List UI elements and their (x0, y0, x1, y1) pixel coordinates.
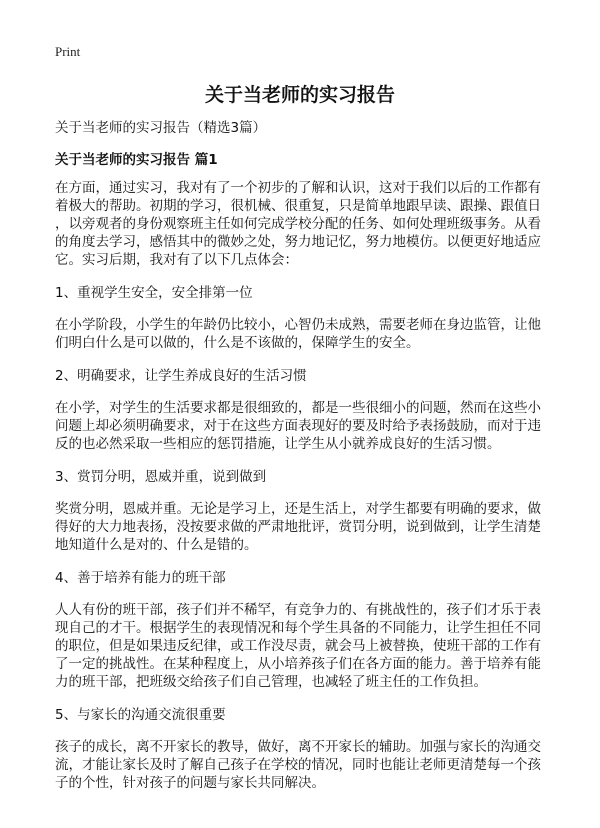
section-item-title: 1、重视学生安全，安全排第一位 (55, 285, 253, 301)
paragraph-line: 的角度去学习，感悟其中的微妙之处，努力地记忆，努力地模仿。以便更好地适应 (55, 234, 541, 250)
section-paragraph (55, 316, 555, 352)
paragraph-line: 得好的大力地表扬，没按要求做的严肃地批评，赏罚分明，说到做到，让学生清楚 (55, 519, 541, 535)
paragraph-line: 了一定的挑战性。在某种程度上，从小培养孩子们在各方面的能力。善于培养有能 (55, 656, 541, 672)
paragraph-line: 问题上却必须明确要求，对于在这些方面表现好的要及时给予表扬鼓励，而对于违 (55, 418, 541, 434)
section-paragraph (55, 601, 555, 691)
subtitle: 关于当老师的实习报告（精选3篇） (55, 120, 267, 136)
paragraph-line: 它。实习后期，我对有了以下几点体会： (55, 252, 298, 268)
paragraph-line: 在方面，通过实习，我对有了一个初步的了解和认识，这对于我们以后的工作都有 (55, 180, 541, 196)
paragraph-line: ，以旁观者的身份观察班主任如何完成学校分配的任务、如何处理班级事务。从看 (55, 216, 541, 232)
paragraph-line: 现自己的才干。根据学生的表现情况和每个学生具备的不同能力，让学生担任不同 (55, 620, 541, 636)
section-paragraph (55, 500, 555, 554)
paragraph-line: 的职位，但是如果违反纪律，或工作没尽责，就会马上被替换，使班干部的工作有 (55, 638, 541, 654)
paragraph-line: 人人有份的班干部，孩子们并不稀罕，有竞争力的、有挑战性的，孩子们才乐于表 (55, 602, 541, 618)
page-title: 关于当老师的实习报告 (204, 84, 395, 106)
paragraph-line: 在小学，对学生的生活要求都是很细致的，都是一些很细小的问题，然而在这些小 (55, 400, 541, 416)
section-item-title: 5、与家长的沟通交流很重要 (55, 707, 226, 723)
section-item-title: 2、明确要求，让学生养成良好的生活习惯 (55, 368, 307, 384)
paragraph-line: 孩子的成长，离不开家长的教导，做好，离不开家长的辅助。加强与家长的沟通交 (55, 739, 541, 755)
paragraph-line: 子的个性，针对孩子的问题与家长共同解决。 (55, 775, 325, 791)
paragraph-line: 在小学阶段，小学生的年龄仍比较小，心智仍未成熟，需要老师在身边监管，让他 (55, 317, 541, 333)
section-paragraph (55, 738, 555, 792)
sections (55, 284, 555, 792)
paragraph-line: 奖赏分明，恩威并重。无论是学习上，还是生活上，对学生都要有明确的要求，做 (55, 501, 541, 517)
section-heading: 关于当老师的实习报告 篇1 (55, 152, 218, 168)
paragraph-line: 地知道什么是对的、什么是错的。 (55, 537, 258, 553)
paragraph-line: 着极大的帮助。初期的学习，很机械、很重复，只是简单地跟早读、跟操、跟值日 (55, 198, 541, 214)
document-body (55, 119, 555, 807)
paragraph-line: 流，才能让家长及时了解自己孩子在学校的情况，同时也能让老师更清楚每一个孩 (55, 757, 541, 773)
intro-paragraph (55, 179, 555, 269)
paragraph-line: 力的班干部，把班级交给孩子们自己管理，也减轻了班主任的工作负担。 (55, 674, 487, 690)
section-paragraph (55, 399, 555, 453)
paragraph-line: 反的也必然采取一些相应的惩罚措施，让学生从小就养成良好的生活习惯。 (55, 436, 501, 452)
section-item-title: 3、赏罚分明，恩威并重，说到做到 (55, 469, 267, 485)
print-link[interactable]: Print (55, 44, 81, 59)
section-item-title: 4、善于培养有能力的班干部 (55, 570, 226, 586)
paragraph-line: 们明白什么是可以做的，什么是不该做的，保障学生的安全。 (55, 335, 420, 351)
